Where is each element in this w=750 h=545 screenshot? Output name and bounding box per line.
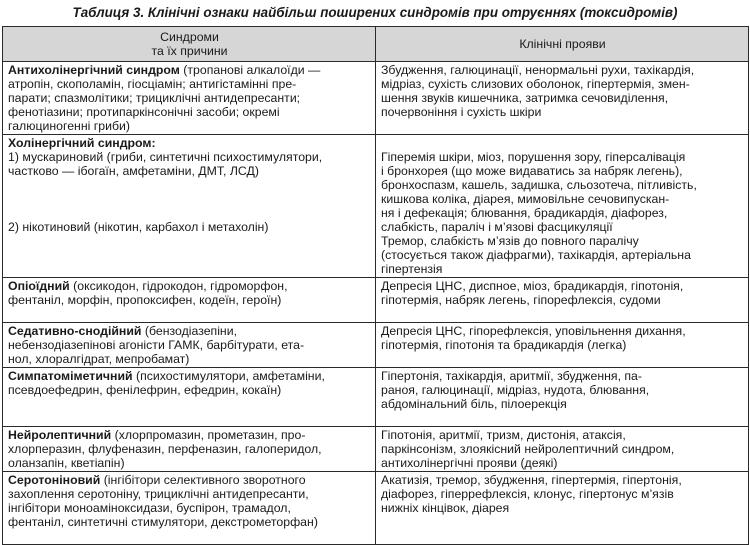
cause-line: 1) мускариновий (гриби, синтетичні психостимулятори, bbox=[8, 150, 323, 164]
sign-line: мідріаз, сухість слизових оболонок, гіпертермія, змен- bbox=[381, 77, 690, 91]
cause-line: небензодіазепінові агоністи ГАМК, барбітурати, ета- bbox=[8, 338, 305, 352]
cause-text: (хлорпромазин, прометазин, про- bbox=[111, 428, 306, 442]
sign-line: кишкова коліка, діарея, мимовільне сечовипускан- bbox=[381, 192, 670, 206]
table-header-row bbox=[3, 27, 749, 62]
sign-line: гіпотермія, набряк легень, гіпорефлексія, судоми bbox=[381, 293, 661, 307]
sign-line: гіпотермія, гіпотонія та брадикардія (легка) bbox=[381, 338, 627, 352]
sign-line: Збудження, галюцинації, ненормальні рухи, тахікардія, bbox=[381, 63, 695, 77]
sign-line: діафорез, гіперрефлексія, клонус, гіпертонус м’язів bbox=[381, 487, 674, 501]
syndrome-cell bbox=[3, 62, 376, 135]
cause-line: атропін, скополамін, гіосціамін; антигістамінні пре- bbox=[8, 77, 297, 91]
signs-cell bbox=[376, 368, 749, 427]
signs-cell bbox=[376, 323, 749, 368]
table-row-sedative-hypnotic bbox=[3, 323, 749, 368]
syndrome-name: Холінергічний синдром: bbox=[8, 136, 156, 150]
syndrome-name: Симпатоміметичний bbox=[8, 369, 133, 383]
syndrome-cell bbox=[3, 278, 376, 323]
sign-line: і бронхорея (що може видаватись за набряк легень), bbox=[381, 164, 683, 178]
syndrome-cell bbox=[3, 135, 376, 278]
sign-line: абдомінальний біль, пілоерекція bbox=[381, 397, 567, 411]
sign-line: Гіперемія шкіри, міоз, порушення зору, гіперсалівація bbox=[381, 150, 686, 164]
signs-cell bbox=[376, 472, 749, 545]
syndrome-name: Серотоніновий bbox=[8, 473, 101, 487]
table-caption: Таблиця 3. Клінічні ознаки найбільш поширених синдромів при отруєннях (токсидромів) bbox=[72, 5, 678, 20]
cause-line: фентаніл, морфін, пропоксифен, кодеїн, героїн) bbox=[8, 293, 282, 307]
signs-cell bbox=[376, 62, 749, 135]
cause-line: хлорперазин, флуфеназин, перфеназин, галоперидол, bbox=[8, 442, 322, 456]
sign-line: антихолінергічні прояви (деякі) bbox=[381, 456, 558, 470]
syndrome-cell bbox=[3, 323, 376, 368]
cause-text: (оксикодон, гідрокодон, гідроморфон, bbox=[69, 279, 288, 293]
syndrome-name: Антихолінергічний синдром bbox=[8, 63, 180, 77]
sign-line: шення звуків кишечника, затримка сечовиділення, bbox=[381, 91, 669, 105]
header-clinical-signs: Клінічні прояви bbox=[376, 27, 749, 62]
syndrome-cell bbox=[3, 427, 376, 472]
sign-line: ня і дефекація; блювання, брадикардія, діафорез, bbox=[381, 206, 668, 220]
sign-line: Депресія ЦНС, гіпорефлексія, уповільнення дихання, bbox=[381, 324, 686, 338]
header-syndromes-line1: Синдроми bbox=[160, 30, 219, 44]
cause-line: парати; спазмолітики; трициклічні антидепресанти; bbox=[8, 91, 301, 105]
signs-cell bbox=[376, 427, 749, 472]
cause-line: захоплення серотоніну, трициклічні антидепресанти, bbox=[8, 487, 309, 501]
cause-line: галюциногенні гриби) bbox=[8, 119, 130, 133]
table-row-sympathomimetic bbox=[3, 368, 749, 427]
table-row-neuroleptic bbox=[3, 427, 749, 472]
cause-line: оланзапін, кветіапін) bbox=[8, 456, 125, 470]
cause-line: нол, хлоралгідрат, мепробамат) bbox=[8, 352, 190, 366]
cause-text: (інгібітори селективного зворотного bbox=[100, 473, 306, 487]
syndrome-cell bbox=[3, 368, 376, 427]
table-row-serotonin bbox=[3, 472, 749, 545]
syndrome-cell bbox=[3, 472, 376, 545]
sign-line: паркінсонізм, злоякісний нейролептичний синдром, bbox=[381, 442, 675, 456]
sign-line: нижніх кінцівок, діарея bbox=[381, 501, 510, 515]
table-row-anticholinergic bbox=[3, 62, 749, 135]
cause-line: фенотіазини; протипаркінсонічні засоби; окремі bbox=[8, 105, 280, 119]
signs-cell bbox=[376, 135, 749, 278]
sign-line: Тремор, слабкість м’язів до повного паралічу bbox=[381, 234, 639, 248]
cause-line: 2) нікотиновий (нікотин, карбахол і метахолін) bbox=[8, 220, 269, 234]
sign-line: Гіпотонія, аритмії, тризм, дистонія, атаксія, bbox=[381, 428, 626, 442]
cause-text: (бензодіазепіни, bbox=[141, 324, 238, 338]
document-page bbox=[2, 0, 748, 544]
sign-line: (стосується також діафрагми), тахікардія, артеріальна bbox=[381, 248, 691, 262]
table-row-opioid bbox=[3, 278, 749, 323]
cause-text: (тропанові алкалоїди — bbox=[179, 63, 321, 77]
sign-line: почервоніння і сухість шкіри bbox=[381, 105, 542, 119]
syndrome-name: Седативно-снодійний bbox=[8, 324, 142, 338]
sign-line: бронхоспазм, кашель, задишка, сльозотеча, пітливість, bbox=[381, 178, 697, 192]
sign-line: Депресія ЦНС, диспное, міоз, брадикардія, гіпотонія, bbox=[381, 279, 684, 293]
cause-line: інгібітори моноаміноксидази, буспірон, трамадол, bbox=[8, 501, 291, 515]
syndrome-name: Нейролептичний bbox=[8, 428, 112, 442]
table-row-cholinergic bbox=[3, 135, 749, 278]
cause-line: частково — ібогаїн, амфетаміни, ДМТ, ЛСД) bbox=[8, 164, 259, 178]
header-syndromes-line2: та їх причини bbox=[151, 44, 228, 58]
syndrome-name: Опіоїдний bbox=[8, 279, 70, 293]
sign-line: гіпертензія bbox=[381, 262, 443, 276]
cause-line: псевдоефедрин, фенілефрин, ефедрин, кокаїн) bbox=[8, 383, 282, 397]
toxidrome-table bbox=[2, 26, 749, 545]
signs-cell bbox=[376, 278, 749, 323]
sign-line: Акатизія, тремор, збудження, гіпертермія, гіпертонія, bbox=[381, 473, 682, 487]
cause-line: фентаніл, синтетичні стимулятори, декстрометорфан) bbox=[8, 515, 318, 529]
header-syndromes bbox=[3, 27, 376, 62]
cause-text: (психостимулятори, амфетаміни, bbox=[132, 369, 325, 383]
sign-line: слабкість, параліч і м’язові фасцикуляції bbox=[381, 220, 613, 234]
sign-line: Гіпертонія, тахікардія, аритмії, збудження, па- bbox=[381, 369, 642, 383]
sign-line: раноя, галюцинації, мідріаз, нудота, блювання, bbox=[381, 383, 650, 397]
